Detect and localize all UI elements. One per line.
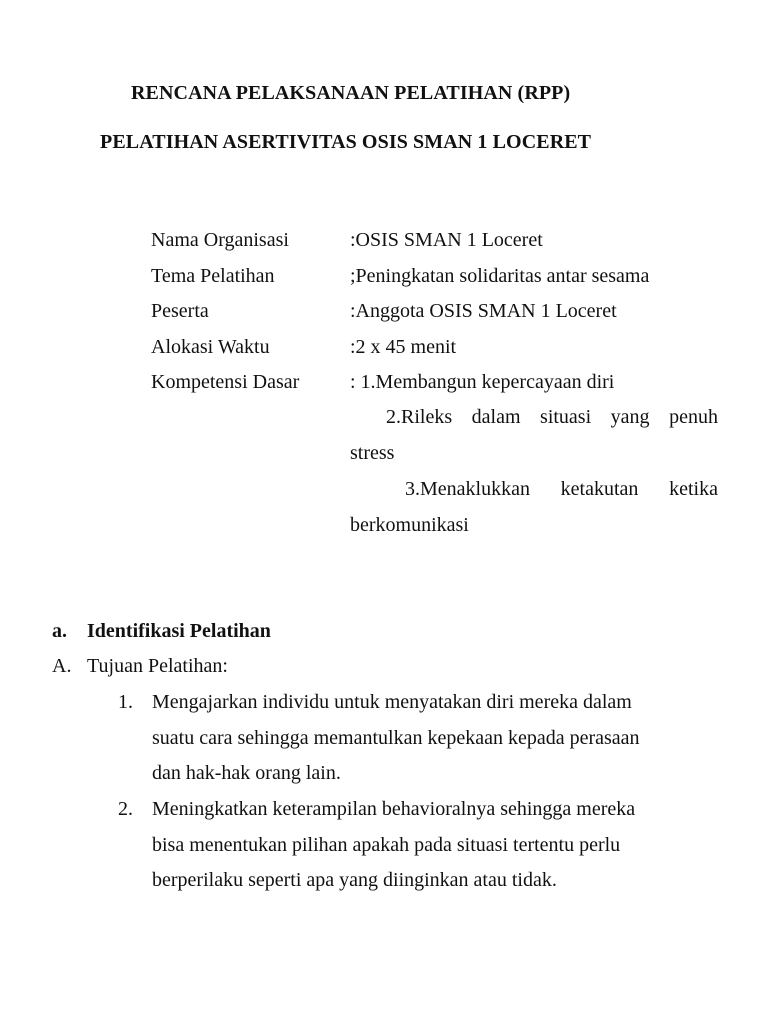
info-label: Peserta	[151, 300, 209, 322]
list-line: berperilaku seperti apa yang diinginkan atau tidak.	[152, 869, 557, 891]
list-line: Mengajarkan individu untuk menyatakan diri mereka dalam	[152, 691, 632, 713]
document-title: RENCANA PELAKSANAAN PELATIHAN (RPP)	[131, 82, 571, 104]
competency-word: situasi	[540, 406, 592, 428]
info-value: : 1.Membangun kepercayaan diri	[350, 371, 615, 393]
competency-word: ketika	[669, 478, 718, 500]
info-value: :OSIS SMAN 1 Loceret	[350, 229, 543, 251]
section-title: Identifikasi Pelatihan	[87, 620, 271, 642]
info-label: Alokasi Waktu	[151, 336, 270, 358]
competency-word: ketakutan	[560, 478, 639, 500]
subsection-heading	[52, 655, 228, 678]
competency-word: 3.Menaklukkan	[405, 478, 530, 500]
competency-word: yang	[610, 406, 650, 428]
competency-word: penuh	[669, 406, 718, 428]
list-number: 2.	[118, 798, 133, 820]
competency-item-3	[350, 478, 718, 501]
info-value: :2 x 45 menit	[350, 336, 457, 358]
info-label: Kompetensi Dasar	[151, 371, 300, 393]
info-value: ;Peningkatan solidaritas antar sesama	[350, 265, 650, 287]
section-heading	[52, 620, 271, 643]
competency-item-2-continued: stress	[350, 442, 395, 464]
subsection-title: Tujuan Pelatihan:	[87, 655, 228, 677]
document-subtitle: PELATIHAN ASERTIVITAS OSIS SMAN 1 LOCERET	[100, 131, 592, 153]
section-marker: a.	[52, 620, 67, 642]
list-number: 1.	[118, 691, 133, 713]
competency-item-3-continued: berkomunikasi	[350, 514, 469, 536]
subsection-marker: A.	[52, 655, 72, 677]
list-line: Meningkatkan keterampilan behavioralnya sehingga mereka	[152, 798, 636, 820]
list-line: suatu cara sehingga memantulkan kepekaan kepada perasaan	[152, 727, 640, 749]
competency-word: 2.Rileks	[386, 406, 453, 428]
competency-word: dalam	[471, 406, 521, 428]
list-line: dan hak-hak orang lain.	[152, 762, 341, 784]
info-label: Tema Pelatihan	[151, 265, 275, 287]
list-line: bisa menentukan pilihan apakah pada situasi tertentu perlu	[152, 834, 621, 856]
info-value: :Anggota OSIS SMAN 1 Loceret	[350, 300, 617, 322]
info-label: Nama Organisasi	[151, 229, 289, 251]
competency-item-2	[350, 406, 718, 429]
